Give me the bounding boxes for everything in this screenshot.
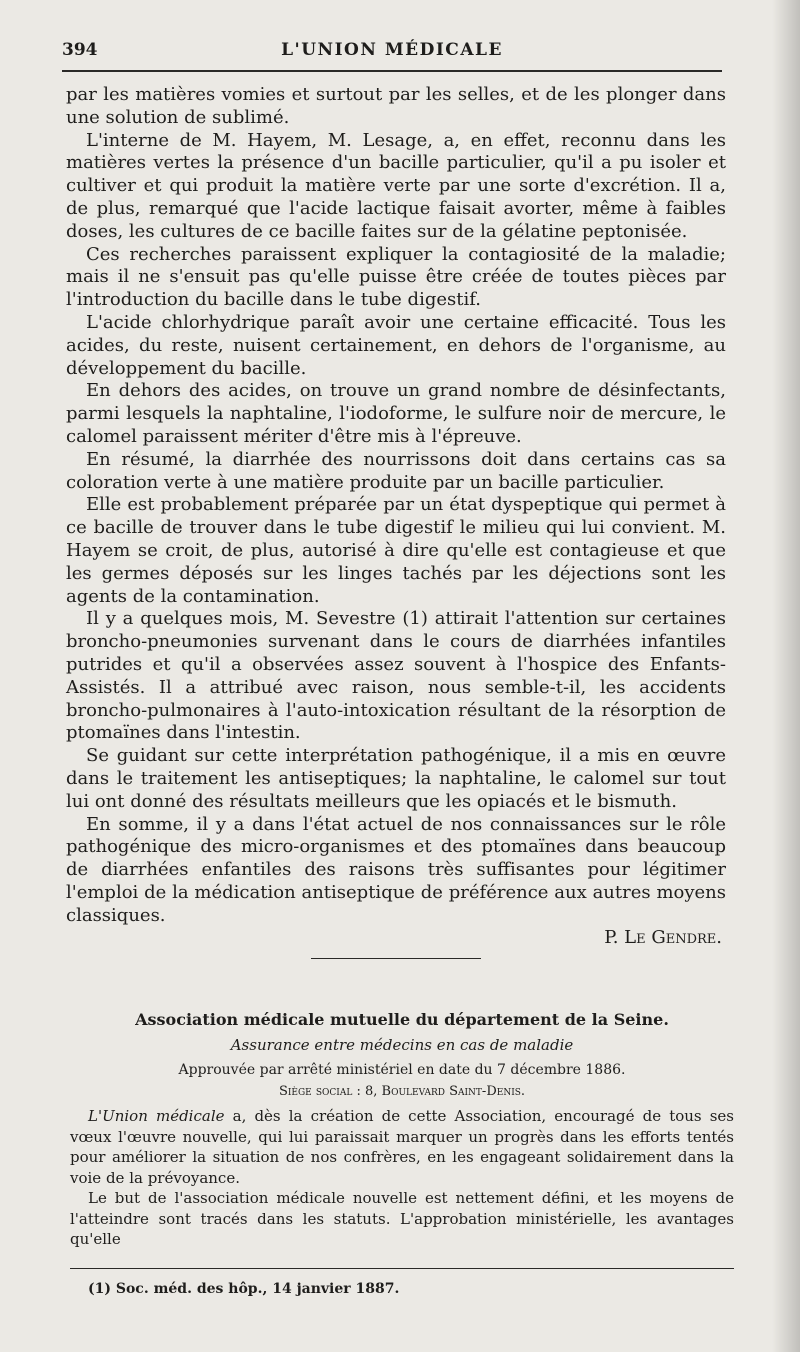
association-title: Association médicale mutuelle du département de la Seine. <box>135 1010 669 1029</box>
article-paragraph: Il y a quelques mois, M. Sevestre (1) attirait l'attention sur certaines broncho-pneumonies survenant dans le cours de diarrhées infantiles putrides et qu'il a observées assez souvent à l'hospice des Enfants-Assistés. Il a attribué avec raison, nous semble-t-il, les accidents broncho-pulmonaires à l'auto-intoxication résultant de la résorption de ptomaïnes dans l'intestin. <box>66 608 726 744</box>
association-paragraph: Le but de l'association médicale nouvelle est nettement défini, et les moyens de l'atteindre sont tracés dans les statuts. L'approbation ministérielle, les avantages qu'elle <box>70 1189 734 1248</box>
article-paragraph: En résumé, la diarrhée des nourrissons doit dans certains cas sa coloration verte à une matière produite par un bacille particulier. <box>66 448 726 493</box>
article-paragraph: Elle est probablement préparée par un état dyspeptique qui permet à ce bacille de trouver dans le tube digestif le milieu qui lui convient. M. Hayem se croit, de plus, autorisé à dire qu'elle est contagieuse et que les germes déposés sur les linges tachés par les déjections sont les agents de la contamination. <box>66 494 726 607</box>
association-paragraph-text: a, dès la création de cette Association, encouragé de tous ses vœux l'œuvre nouvelle, qui lui paraissait marquer un progrès dans les efforts tentés pour améliorer la situation de nos confrères, en les engageant solidairement dans la voie de la prévoyance. <box>70 1107 735 1187</box>
article-paragraph: En somme, il y a dans l'état actuel de nos connaissances sur le rôle pathogénique des micro-organismes et des ptomaïnes dans beaucoup de diarrhées enfantiles des raisons très suffisantes pour légitimer l'emploi de la médication antiseptique de préférence aux autres moyens classiques. <box>66 813 726 926</box>
association-notice <box>70 1008 734 1250</box>
article-paragraph: En dehors des acides, on trouve un grand nombre de désinfectants, parmi lesquels la naphtaline, l'iodoforme, le sulfure noir de mercure, le calomel paraissent mériter d'être mis à l'épreuve. <box>66 380 726 447</box>
page-number: 394 <box>62 40 98 60</box>
article-paragraph: Se guidant sur cette interprétation pathogénique, il a mis en œuvre dans le traitement les antiseptiques; la naphtaline, le calomel sur tout lui ont donné des résultats meilleurs que les opiacés et le bismuth. <box>66 745 726 812</box>
article-paragraph: L'acide chlorhydrique paraît avoir une certaine efficacité. Tous les acides, du reste, nuisent certainement, en dehors de l'organisme, au développement du bacille. <box>66 311 726 379</box>
author-signature: P. Le Gendre. <box>604 927 722 949</box>
journal-name: L'Union médicale <box>88 1107 225 1125</box>
association-approval: Approuvée par arrêté ministériel en date du 7 décembre 1886. <box>178 1062 626 1078</box>
journal-title: L'UNION MÉDICALE <box>281 40 503 60</box>
association-paragraph <box>70 1106 734 1188</box>
article-paragraph: L'interne de M. Hayem, M. Lesage, a, en effet, reconnu dans les matières vertes la présence d'un bacille particulier, qu'il a pu isoler et cultiver et qui produit la matière verte par une sorte d'excrétion. Il a, de plus, remarqué que l'acide lactique faisait avorter, même à faibles doses, les cultures de ce bacille faites sur de la gélatine peptonisée. <box>66 129 726 242</box>
association-seat: Siège social : 8, Boulevard Saint-Denis. <box>278 1084 526 1099</box>
running-head <box>62 40 722 64</box>
footnote: (1) Soc. méd. des hôp., 14 janvier 1887. <box>88 1281 400 1297</box>
footnote-rule <box>70 1268 734 1269</box>
article-body <box>66 84 726 959</box>
section-divider <box>311 958 481 959</box>
header-rule <box>62 70 722 72</box>
article-paragraph: Ces recherches paraissent expliquer la contagiosité de la maladie; mais il ne s'ensuit pas qu'elle puisse être créée de toutes pièces par l'introduction du bacille dans le tube digestif. <box>66 243 726 311</box>
page-edge-shadow <box>772 0 800 1352</box>
article-paragraph: par les matières vomies et surtout par les selles, et de les plonger dans une solution de sublimé. <box>66 84 726 128</box>
association-subtitle: Assurance entre médecins en cas de maladie <box>230 1036 574 1054</box>
